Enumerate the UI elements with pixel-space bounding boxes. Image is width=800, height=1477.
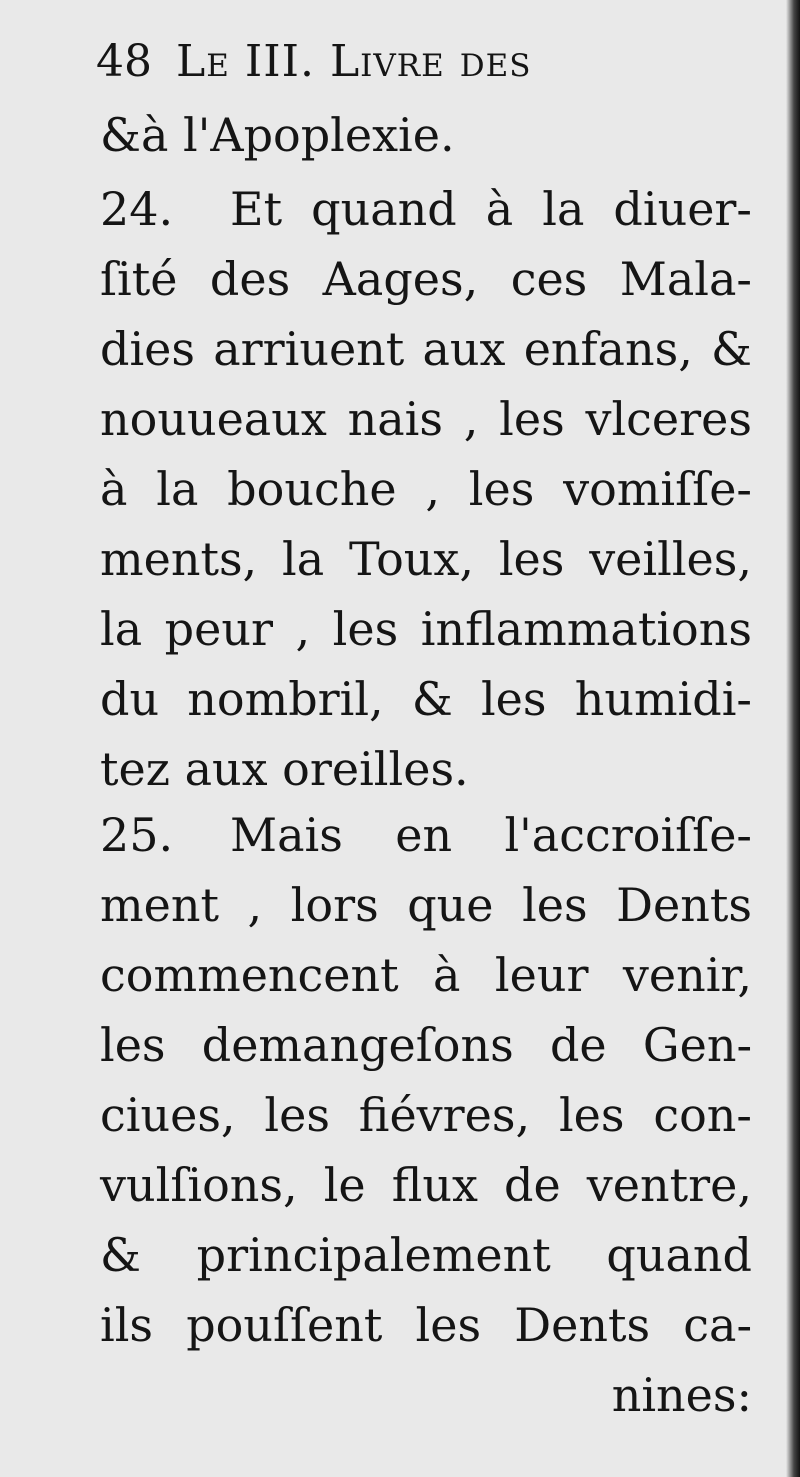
text-line: nouueaux nais , les vlceres: [100, 392, 752, 446]
text-line: Et quand à la diuer-: [230, 182, 752, 236]
text-line: la peur , les inflammations: [100, 602, 752, 656]
text-line: ils pouſſent les Dents ca-: [100, 1298, 752, 1352]
text-line: vulſions, le flux de ventre,: [100, 1158, 752, 1212]
running-title: Le III. Livre des: [176, 36, 532, 87]
text-line: commencent à leur venir,: [100, 948, 752, 1002]
page-number: 48: [96, 36, 152, 87]
text-line: ciues, les fiévres, les con-: [100, 1088, 752, 1142]
text-line: tez aux oreilles.: [100, 742, 469, 796]
text-line: du nombril, & les humidi-: [100, 672, 752, 726]
text-line: &à l'Apoplexie.: [100, 108, 455, 162]
paragraph-number: 24.: [100, 182, 174, 236]
text-line: ment , lors que les Dents: [100, 878, 752, 932]
text-line: ſité des Aages, ces Mala-: [100, 252, 752, 306]
paragraph-number: 25.: [100, 808, 174, 862]
paragraph-25-first-line: [100, 808, 752, 862]
text-line: ments, la Toux, les veilles,: [100, 532, 752, 586]
catchword-line: nines:: [611, 1368, 752, 1422]
text-line: à la bouche , les vomiſſe-: [100, 462, 752, 516]
paragraph-24-first-line: [100, 182, 752, 236]
text-line: & principalement quand: [100, 1228, 752, 1282]
text-line: dies arriuent aux enfans, &: [100, 322, 752, 376]
text-line: les demangeſons de Gen-: [100, 1018, 752, 1072]
page-header: [96, 36, 680, 87]
text-line: Mais en l'accroiſſe-: [230, 808, 752, 862]
